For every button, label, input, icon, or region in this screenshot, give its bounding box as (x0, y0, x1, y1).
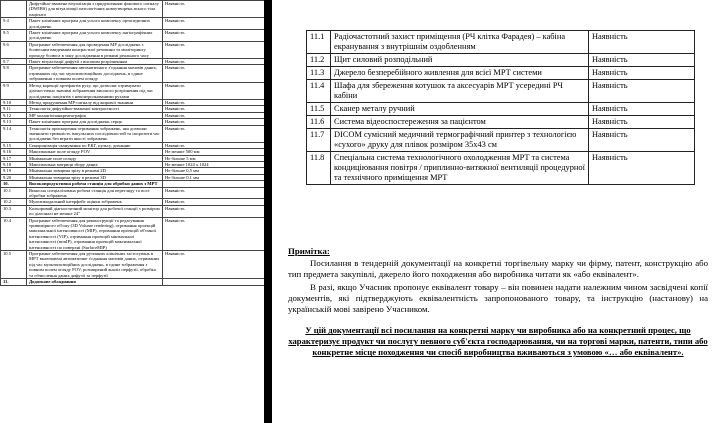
row-number: 9.5 (1, 30, 27, 42)
row-value: Наявність (589, 103, 695, 116)
row-description: Програмне забезпечення для проведення МР досліджень з болюсним введенням контрастної речовини та моніторингу проходу болюса в зону дослідження в режимі реального часу (27, 41, 163, 58)
row-number: 9.14 (1, 125, 27, 142)
row-description: МР холангіопанкреатографія (27, 112, 163, 118)
row-number: 9.8 (1, 65, 27, 82)
row-number: 11.7 (307, 129, 331, 152)
row-value: Наявність (163, 112, 265, 118)
note-paragraph-2: В разі, якщо Учасник пропонує еквівалент товару – він повинен надати належним чином засвідчені копії документів, які підтверджують еквівалентність запропонованого товару, та інструкцію (настанову) на українській мові завірено Учасником. (288, 281, 708, 315)
row-description: Щит силовий розподільний (331, 54, 589, 67)
row-value: Наявність (589, 54, 695, 67)
row-description: Мінімальне поле огляду (27, 155, 163, 161)
row-number: 9.11 (1, 106, 27, 112)
row-number: 9.12 (1, 112, 27, 118)
row-value: Наявність (163, 125, 265, 142)
row-description: Сканер металу ручний (331, 103, 589, 116)
left-document-page (0, 0, 264, 423)
row-description: Синхронізація сканування по ЕКГ, пульсу, диханню (27, 142, 163, 148)
row-description: Виносна спеціалізована робоча станція для перегляду та пост обробки зображень (27, 187, 163, 199)
row-description: Програмне забезпечення для рутинних клінічних застосувань в МРТ включаючи автоматичне з'єднання масивів даних, отриманих під час мультипозиційних досліджень, в єдине зображення з повним полем огляду FOV, розширений аналіз перфузії, обробка та обчислення даних дифузії та перфузії (27, 251, 163, 279)
row-number: 11.8 (307, 152, 331, 185)
row-value: Наявність (163, 65, 265, 82)
row-description: Мультимодальний інтерфейс оцінки зображень (27, 199, 163, 205)
table-row (1, 125, 265, 142)
row-number: 10.5 (1, 251, 27, 279)
row-value (163, 279, 265, 285)
row-number: 11.1 (307, 31, 331, 54)
row-number: 9.18 (1, 161, 27, 167)
row-value: Наявність (163, 205, 265, 217)
note-paragraph-1: Посилання в тендерній документації на конкретні торгівельну марку чи фірму, патент, конструкцію або тип предмета закупівлі, джерело його походження або виробника читати як «або еквівалент». (288, 258, 708, 280)
row-value: Наявність (163, 41, 265, 58)
table-row (1, 82, 265, 99)
left-spec-table (0, 0, 264, 286)
row-description: Метод корекції артефактів руху, що дозволяє отримувати діагностично значимі зображення високого розрізнення під час досліджень пацієнтів з неконтрольованими рухами (27, 82, 163, 99)
row-number: 10. (1, 181, 27, 187)
row-value: Наявність (163, 142, 265, 148)
table-row (307, 31, 695, 54)
row-description: Шафа для збереження котушок та аксесуарів МРТ усередині РЧ кабіни (331, 80, 589, 103)
row-description: Мінімальна товщина зрізу в режимі 2D (27, 168, 163, 174)
row-number: 10.4 (1, 217, 27, 250)
row-value: Наявність (163, 187, 265, 199)
row-description: Додаткове обладнання (27, 279, 163, 285)
row-value: Наявність (163, 18, 265, 30)
row-number: 11. (1, 279, 27, 285)
row-description: Пакет клінічних програм для усього комплексу ангіографічних досліджень (27, 30, 163, 42)
row-number: 9.13 (1, 119, 27, 125)
row-value: Наявність (589, 152, 695, 185)
row-number: 11.2 (307, 54, 331, 67)
row-description: Система відеоспостереження за пацієнтом (331, 116, 589, 129)
row-number: 9.17 (1, 155, 27, 161)
row-number: 10.3 (1, 205, 27, 217)
row-number: 9.10 (1, 99, 27, 105)
note-section (288, 246, 708, 358)
row-description: Високопродуктивна робоча станція для обробки даних з МРТ (27, 181, 163, 187)
table-row (307, 103, 695, 116)
row-value: Наявність (589, 31, 695, 54)
row-number: 9.19 (1, 168, 27, 174)
row-value: Не більше 0,1 мм (163, 174, 265, 180)
row-value: Наявність (163, 251, 265, 279)
table-row (307, 80, 695, 103)
table-row (1, 187, 265, 199)
note-title: Примітка: (288, 246, 330, 256)
row-description: Максимальне поле огляду FOV (27, 149, 163, 155)
table-row (1, 18, 265, 30)
row-number (1, 1, 27, 18)
table-row (307, 67, 695, 80)
table-row (307, 54, 695, 67)
table-row (1, 30, 265, 42)
row-value: Наявність (163, 99, 265, 105)
row-value: Не більше 0,5 мм (163, 168, 265, 174)
note-final-statement: У цій документації всі посилання на конкретні марку чи виробника або на конкретний процес, що характеризує продукт чи послугу певного суб'єкта господарювання, чи на торгові марки, патенти, типи або конкретне місце походження чи спосіб виробництва вживаються з умовою «… або еквівалент». (288, 325, 708, 358)
row-value: Наявність (163, 119, 265, 125)
table-row (307, 129, 695, 152)
row-number: 9.9 (1, 82, 27, 99)
row-value: Наявність (163, 106, 265, 112)
table-row (307, 116, 695, 129)
row-value: Не більше 5 мм (163, 155, 265, 161)
row-description: Метод придушення МР-сигналу від жирової тканини (27, 99, 163, 105)
row-value: Наявність (163, 59, 265, 65)
table-row (1, 1, 265, 18)
row-value: Наявність (163, 217, 265, 250)
row-value: Наявність (589, 116, 695, 129)
row-description: DICOM сумісний медичний термографічний принтер з технологією «сухого» друку для плівок розміром 35х43 см (331, 129, 589, 152)
row-number: 9.15 (1, 142, 27, 148)
right-spec-table (306, 30, 695, 185)
row-description: Джерело безперебійного живлення для всієї МРТ системи (331, 67, 589, 80)
row-value: Наявність (589, 129, 695, 152)
row-value: Наявність (163, 30, 265, 42)
row-description: Програмне забезпечення для реконструкції та редагування тривимірного об'єму (3D Volume rendering), отримання проекцій максимальної інтенсивності (MIP), отримання проекцій об'ємної інтенсивності (VIP), отримання проекцій мінімальної інтенсивності (minIP), отримання проекцій максимальної інтенсивності по поверхні (SurfaceMIP) (27, 217, 163, 250)
row-number: 11.6 (307, 116, 331, 129)
row-description: Дифузійно-зважена візуалізація з придушенням фонового сигналу (DWIBS) для візуалізації патологічних новоутворень всього тіла пацієнта (27, 1, 163, 18)
row-description: Кольоровий діагностичний монітор для робочої станції з розміром по діагоналі не менше 24" (27, 205, 163, 217)
table-row (1, 205, 265, 217)
row-description: Спеціальна система технологічного охолодження МРТ та система кондиціювання повітря / приплинно-витяжної вентиляції процедурної та технічного приміщення МРТ (331, 152, 589, 185)
row-number: 9.20 (1, 174, 27, 180)
row-number: 10.1 (1, 187, 27, 199)
right-document-page (272, 0, 720, 423)
table-row (307, 152, 695, 185)
row-description: Пакет клінічних програм для досліджень серця (27, 119, 163, 125)
row-description: Технологія дифузійно-зваженої контрастності (27, 106, 163, 112)
row-number: 11.5 (307, 103, 331, 116)
row-value: Наявність (163, 199, 265, 205)
row-description: Пакет клінічних програм для усього комплексу ортопедичних досліджень (27, 18, 163, 30)
table-row (1, 65, 265, 82)
row-description: Пакет візуалізації дифузії з високим розрізненням (27, 59, 163, 65)
table-row (1, 217, 265, 250)
row-description: Радіочастотний захист приміщення (РЧ клітка Фарадея) – кабіна екранування з внутрішнім оздобленням (331, 31, 589, 54)
row-number: 9.16 (1, 149, 27, 155)
row-value: Наявність (589, 80, 695, 103)
row-value: Не менше 500 мм (163, 149, 265, 155)
row-number: 9.6 (1, 41, 27, 58)
row-description: Максимальна матриця збору даних (27, 161, 163, 167)
row-description: Програмне забезпечення автоматичного з'єднання масивів даних, отриманих під час мультипозиційних досліджень, в єдине зображення з повним полем огляду (27, 65, 163, 82)
table-row (1, 251, 265, 279)
row-number: 9.4 (1, 18, 27, 30)
table-row (1, 41, 265, 58)
row-number: 11.4 (307, 80, 331, 103)
row-value: Наявність (589, 67, 695, 80)
table-row (1, 279, 265, 285)
row-description: Технологія прискорення отримання зображень, яка дозволяє зменшити тривалість імпульсних послідовностей та скоротити час досліджень без втрати якості зображень (27, 125, 163, 142)
page-gutter (264, 0, 272, 423)
row-description: Мінімальна товщина зрізу в режимі 3D (27, 174, 163, 180)
row-value: Не менше 1024 х 1024 (163, 161, 265, 167)
row-number: 10.2 (1, 199, 27, 205)
row-value: Наявність (163, 1, 265, 18)
row-value: Наявність (163, 82, 265, 99)
row-number: 11.3 (307, 67, 331, 80)
row-number: 9.7 (1, 59, 27, 65)
